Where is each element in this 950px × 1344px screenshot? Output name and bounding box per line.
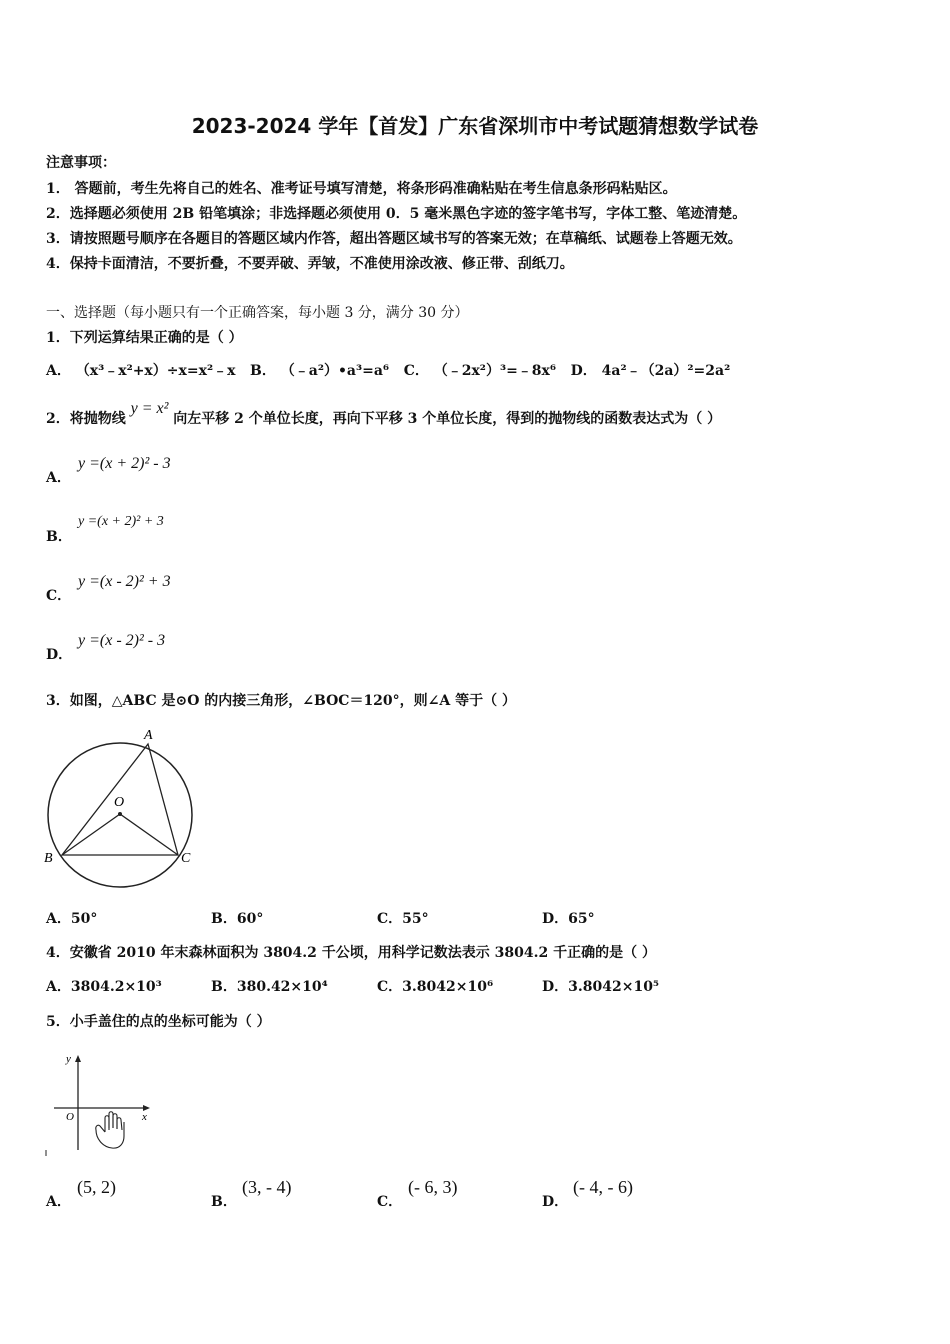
q4-option-d[interactable]: D．3.8042×10⁵ xyxy=(542,979,660,995)
q5-option-c: (- 6, 3) xyxy=(408,1177,458,1197)
q5-option-c-label[interactable]: C． xyxy=(377,1194,403,1210)
q1-option-a-label[interactable]: A． xyxy=(46,363,71,379)
q1-option-d: 4a²﹣（2a）²=2a² xyxy=(601,363,731,379)
q5-option-a-label[interactable]: A． xyxy=(46,1194,71,1210)
notes-item: 2．选择题必须使用 2B 铅笔填涂；非选择题必须使用 0．5 毫米黑色字迹的签字笔书写，字体工整、笔迹清楚。 xyxy=(46,206,747,222)
q1-option-c-label[interactable]: C． xyxy=(403,363,429,379)
q2-option-a: y =(x + 2)² - 3 xyxy=(78,455,171,472)
q2-option-c: y =(x - 2)² + 3 xyxy=(78,573,171,590)
q1-option-b: （﹣a²）•a³=a⁶ xyxy=(280,363,390,379)
label-o: O xyxy=(114,795,125,810)
q5-option-d: (- 4, - 6) xyxy=(573,1177,633,1197)
q2-option-d-label[interactable]: D． xyxy=(46,647,73,663)
q5-option-a: (5, 2) xyxy=(77,1177,116,1197)
label-c: C xyxy=(181,851,191,866)
q2-option-b: y =(x + 2)² + 3 xyxy=(78,514,164,529)
axis-label-y: y xyxy=(66,1053,71,1065)
notes-item: 4．保持卡面清洁，不要折叠，不要弄破、弄皱，不准使用涂改液、修正带、刮纸刀。 xyxy=(46,256,574,272)
q2-option-b-label[interactable]: B． xyxy=(46,529,72,545)
q3-option-d[interactable]: D．65° xyxy=(542,911,595,927)
q2-stem-suffix: 向左平移 2 个单位长度，再向下平移 3 个单位长度，得到的抛物线的函数表达式为（ ） xyxy=(173,411,722,427)
section-heading: 一、选择题（每小题只有一个正确答案，每小题 3 分，满分 30 分） xyxy=(46,305,469,321)
hand-icon xyxy=(96,1112,124,1148)
center-point xyxy=(118,812,122,816)
q1-option-b-label[interactable]: B． xyxy=(250,363,276,379)
axis-label-x: x xyxy=(142,1111,147,1123)
q4-option-a[interactable]: A．3804.2×10³ xyxy=(46,979,162,995)
q2-option-d: y =(x - 2)² - 3 xyxy=(78,632,166,649)
axis-label-origin: O xyxy=(66,1111,74,1123)
q1-options xyxy=(46,360,730,380)
notes-item: 1． 答题前，考生先将自己的姓名、准考证号填写清楚，将条形码准确粘贴在考生信息条形码粘贴区。 xyxy=(46,181,677,197)
segment-ob xyxy=(62,814,120,855)
q5-stem: 5．小手盖住的点的坐标可能为（ ） xyxy=(46,1014,271,1030)
q4-option-c[interactable]: C．3.8042×10⁶ xyxy=(377,979,494,995)
q2-option-c-label[interactable]: C． xyxy=(46,588,72,604)
q2-stem-math: y = x² xyxy=(130,400,169,417)
q4-stem: 4．安徽省 2010 年末森林面积为 3804.2 千公顷，用科学记数法表示 3804.2 千正确的是（ ） xyxy=(46,945,656,961)
q3-stem: 3．如图，△ABC 是⊙O 的内接三角形，∠BOC＝120°，则∠A 等于（ ） xyxy=(46,693,517,709)
y-arrow-icon xyxy=(75,1055,81,1062)
notes-item: 3．请按照题号顺序在各题目的答题区域内作答，超出答题区域书写的答案无效；在草稿纸、试题卷上答题无效。 xyxy=(46,231,742,247)
q3-option-a[interactable]: A．50° xyxy=(46,911,98,927)
label-a: A xyxy=(144,728,153,743)
q3-option-c[interactable]: C．55° xyxy=(377,911,429,927)
q2-option-a-label[interactable]: A． xyxy=(46,470,71,486)
q3-option-b[interactable]: B．60° xyxy=(211,911,264,927)
q3-circle-figure xyxy=(40,722,210,892)
label-b: B xyxy=(44,851,53,866)
q1-option-d-label[interactable]: D． xyxy=(570,363,597,379)
q5-option-b-label[interactable]: B． xyxy=(211,1194,237,1210)
q2-stem-prefix: 2．将抛物线 xyxy=(46,411,126,427)
q5-option-d-label[interactable]: D． xyxy=(542,1194,569,1210)
q5-axes-figure xyxy=(44,1050,154,1160)
q1-option-a: （x³﹣x²+x）÷x=x²﹣x xyxy=(75,363,236,379)
q1-stem: 1．下列运算结果正确的是（ ） xyxy=(46,330,243,346)
q5-option-b: (3, - 4) xyxy=(242,1177,292,1197)
notes-heading: 注意事项： xyxy=(46,155,116,171)
q2-stem xyxy=(46,400,722,428)
segment-oc xyxy=(120,814,178,855)
q4-option-b[interactable]: B．380.42×10⁴ xyxy=(211,979,328,995)
q1-option-c: （﹣2x²）³=﹣8x⁶ xyxy=(433,363,557,379)
page-title: 2023-2024 学年【首发】广东省深圳市中考试题猜想数学试卷 xyxy=(191,114,759,138)
